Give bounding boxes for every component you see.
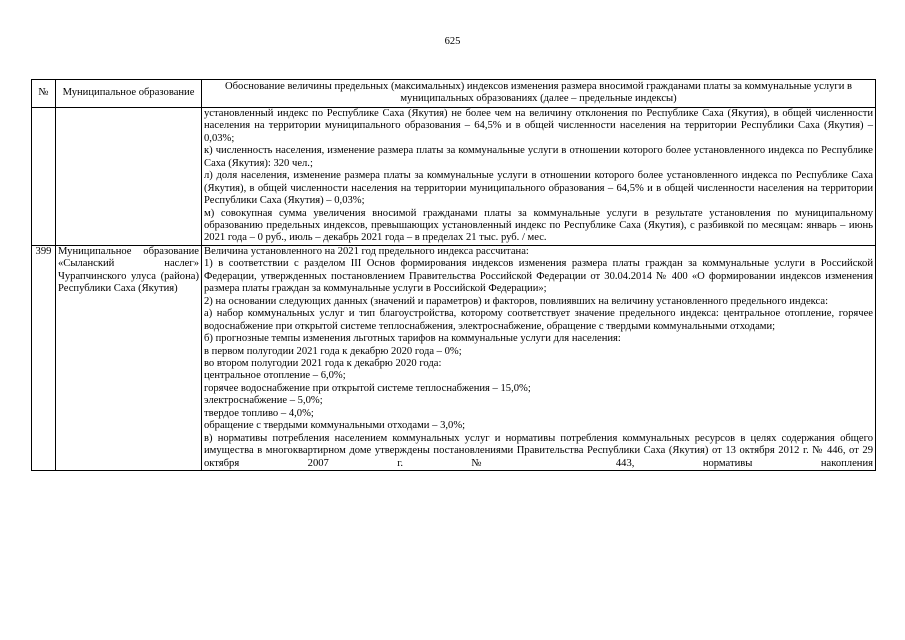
paragraph: 1) в соответствии с разделом III Основ формирования индексов изменения размера платы граждан за коммунальные услуги в Российской Федерации, утвержденных постановлением Правительства Российской Федерации от 30.04.2014 № 400 «О формировании индексов изменения размера платы граждан за коммунальные услуги в Российской Федерации»;: [204, 258, 873, 295]
table-header-row: [32, 80, 876, 108]
paragraph: твердое топливо – 4,0%;: [204, 407, 314, 419]
paragraph: во втором полугодии 2021 года к декабрю 2020 года:: [204, 357, 442, 369]
row-justification: [202, 245, 876, 470]
header-justification: Обоснование величины предельных (максимальных) индексов изменения размера вносимой гражданами платы за коммунальные услуги в муниципальных образованиях (далее – предельные индексы): [202, 80, 876, 108]
row-justification: [202, 107, 876, 245]
paragraph: 2) на основании следующих данных (значений и параметров) и факторов, повлиявших на величину установленного предельного индекса:: [204, 295, 829, 307]
paragraph: а) набор коммунальных услуг и тип благоустройства, которому соответствует значение предельного индекса: центральное отопление, горячее водоснабжение при открытой системе теплоснабжения, электроснабжение, обращение с твердыми коммунальными отходами;: [204, 308, 873, 332]
row-number: [32, 107, 56, 245]
row-municipality: [56, 107, 202, 245]
paragraph: в первом полугодии 2021 года к декабрю 2020 года – 0%;: [204, 345, 462, 357]
paragraph: центральное отопление – 6,0%;: [204, 370, 346, 382]
paragraph: к) численность населения, изменение размера платы за коммунальные услуги в отношении которого более установленного индекса по Республике Саха (Якутия): 320 чел.;: [204, 145, 873, 169]
paragraph: обращение с твердыми коммунальными отходами – 3,0%;: [204, 420, 466, 432]
paragraph: в) нормативы потребления населением коммунальных услуг и нормативы потребления коммунальных ресурсов в целях содержания общего имущества в многоквартирном доме утверждены постановлениями Правительства Республики Саха (Якутия) от 13 октября 2012 г. № 446, от 29 октября 2007 г. № 443, нормативы накопления: [204, 432, 873, 469]
paragraph: б) прогнозные темпы изменения льготных тарифов на коммунальные услуги для населения:: [204, 333, 621, 345]
paragraph: л) доля населения, изменение размера платы за коммунальные услуги в отношении которого более установленного индекса по Республике Саха (Якутия), в общей численности населения на территории муниципального образования – 64,5% и в общей численности населения на территории Республики Саха (Якутия) – 0,03%;: [204, 170, 873, 207]
header-number: №: [32, 80, 56, 108]
indices-table: [31, 79, 876, 471]
paragraph: м) совокупная сумма увеличения вносимой гражданами платы за коммунальные услуги в результате установления по муниципальному образованию предельных индексов, превышающих установленный индекс по Республике Саха (Якутия), с разбивкой по месяцам: январь – июнь 2021 года – 0 руб., июль – декабрь 2021 года – в пределах 21 тыс. руб. / мес.: [204, 207, 873, 244]
paragraph: установленный индекс по Республике Саха (Якутия) не более чем на величину отклонения по Республике Саха (Якутия), в общей численности населения на территории муниципального образования – 64,5% и в общей численности населения на территории Республики Саха (Якутия) – 0,03%;: [204, 107, 873, 144]
paragraph: Величина установленного на 2021 год предельного индекса рассчитана:: [204, 245, 529, 257]
row-number: 399: [32, 245, 56, 470]
paragraph: электроснабжение – 5,0%;: [204, 395, 323, 407]
row-municipality: Муниципальное образование «Сыланский наслег» Чурапчинского улуса (района) Республики Саха (Якутия): [56, 245, 202, 470]
page-number: 625: [444, 36, 461, 47]
paragraph: горячее водоснабжение при открытой системе теплоснабжения – 15,0%;: [204, 382, 531, 394]
header-municipality: Муниципальное образование: [56, 80, 202, 108]
table-row: [32, 107, 876, 245]
table-row: [32, 245, 876, 470]
